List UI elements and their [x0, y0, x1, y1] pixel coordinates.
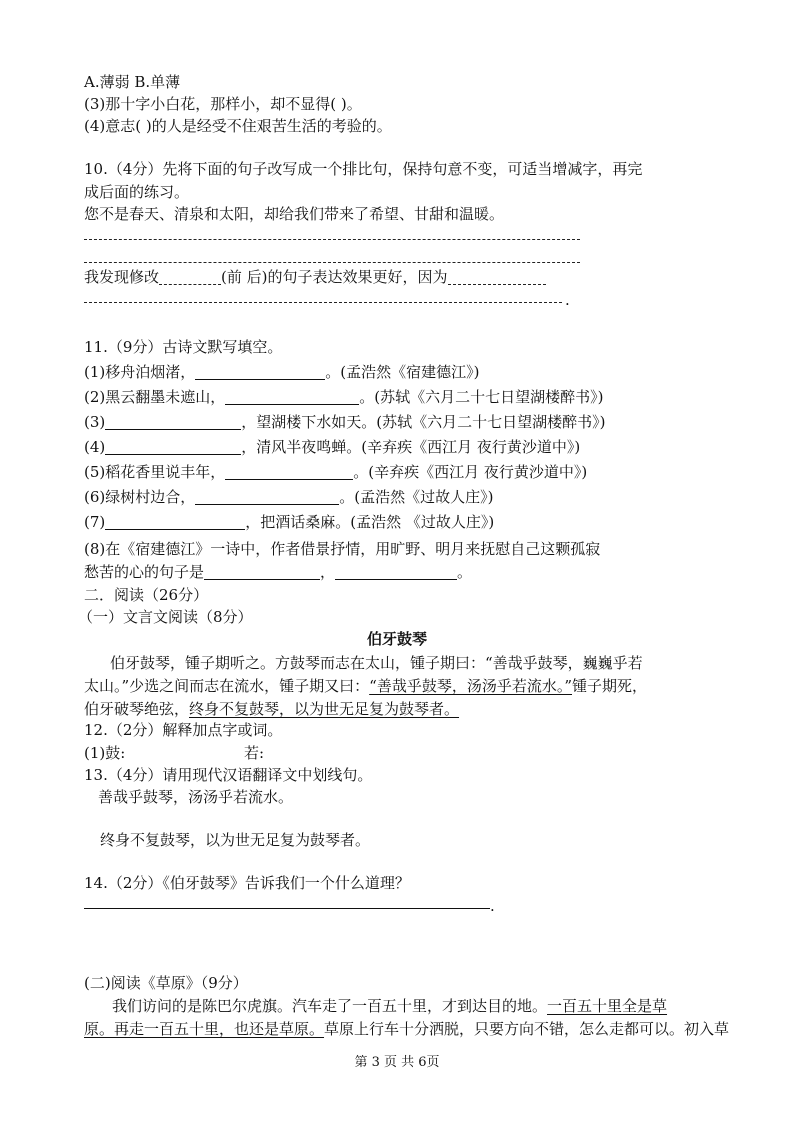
- passage-line-3: [84, 698, 459, 720]
- page-number: 第 3 页 共 6页: [354, 1055, 440, 1070]
- grassland-line-1: [112, 995, 667, 1017]
- passage-line-2: [84, 675, 647, 697]
- grassland-line-2-b: 草原上行车十分洒脱，只要方向不错，怎么走都可以。初入草: [324, 1020, 730, 1038]
- q10-answer-line-1[interactable]: [84, 239, 580, 240]
- q11-item-4-blank[interactable]: [105, 438, 241, 455]
- section-2-title: 二．阅读（26分）: [84, 586, 209, 604]
- q11-item-7: [84, 511, 494, 533]
- q9-item-4: (4)意志( )的人是经受不住艰苦生活的考验的。: [84, 117, 392, 135]
- q13-stem: 13.（4分）请用现代汉语翻译文中划线句。: [84, 766, 373, 784]
- q11-item-1: [84, 361, 479, 383]
- q11-item-3: [84, 411, 605, 433]
- q11-item-7-post: ，把酒话桑麻。(孟浩然 《过故人庄》): [245, 513, 495, 531]
- q10-stem-line2: 成后面的练习。: [84, 183, 190, 201]
- q12-b: 若:: [244, 744, 265, 762]
- passage-underlined-2: 终身不复鼓琴，以为世无足复为鼓琴者。: [189, 700, 460, 718]
- q14-stem: 14.（2分）《伯牙鼓琴》告诉我们一个什么道理？: [84, 874, 410, 892]
- q13-sentence-2: 终身不复鼓琴，以为世无足复为鼓琴者。: [100, 831, 371, 849]
- grassland-underlined-1: 一百五十里全是草: [547, 997, 668, 1015]
- q11-item-8-pre: 愁苦的心的句子是: [84, 563, 205, 581]
- q11-item-4: [84, 436, 580, 458]
- q11-item-1-post: 。(孟浩然《宿建德江》): [325, 363, 480, 381]
- q11-item-6-blank[interactable]: [195, 488, 339, 505]
- q10-stem-line1: 10.（4分）先将下面的句子改写成一个排比句，保持句意不变，可适当增减字，再完: [84, 160, 643, 178]
- q11-item-2: [84, 386, 603, 408]
- q10-end-period: .: [565, 291, 570, 309]
- grassland-underlined-2: 原。再走一百五十里，也还是草原。: [84, 1020, 325, 1038]
- q11-item-5-post: 。(辛弃疾《西江月 夜行黄沙道中》): [353, 463, 588, 481]
- q11-item-3-post: ，望湖楼下水如天。(苏轼《六月二十七日望湖楼醉书》): [241, 413, 606, 431]
- q10-blank-choice[interactable]: [159, 268, 221, 285]
- q10-followup-a: 我发现修改: [84, 268, 160, 286]
- q11-item-8-blank-1[interactable]: [204, 563, 320, 580]
- q11-item-8-blank-2[interactable]: [335, 563, 457, 580]
- q10-sentence: 您不是春天、清泉和太阳，却给我们带来了希望、甘甜和温暖。: [84, 205, 505, 223]
- q14-end-period: .: [490, 897, 495, 915]
- q10-followup-b: (前 后)的句子表达效果更好，因为: [221, 268, 448, 286]
- grassland-line-2: [84, 1018, 729, 1040]
- q11-item-3-blank[interactable]: [105, 413, 241, 430]
- q11-item-8-line2: [84, 561, 472, 583]
- q11-item-8-period: 。: [457, 563, 473, 581]
- q10-blank-reason[interactable]: [448, 268, 546, 285]
- q11-item-5: [84, 461, 587, 483]
- passage-line-2-b: 锺子期死，: [572, 677, 648, 695]
- q13-sentence-1: 善哉乎鼓琴，汤汤乎若流水。: [98, 788, 294, 806]
- passage-line-3-a: 伯牙破琴绝弦，: [84, 700, 190, 718]
- q11-item-5-pre: (5)稻花香里说丰年，: [84, 463, 226, 481]
- passage-underlined-1: “善哉乎鼓琴，汤汤乎若流水。”: [369, 677, 573, 695]
- q9-item-3: (3)那十字小白花，那样小，却不显得( )。: [84, 95, 362, 113]
- q11-item-4-post: ，清风半夜鸣蝉。(辛弃疾《西江月 夜行黄沙道中》): [241, 438, 581, 456]
- q11-item-6-post: 。(孟浩然《过故人庄》): [339, 488, 494, 506]
- q11-item-4-pre: (4): [84, 438, 106, 456]
- q11-item-1-blank[interactable]: [195, 363, 325, 380]
- q9-options: A.薄弱 B.单薄: [84, 73, 181, 91]
- q11-item-5-blank[interactable]: [225, 463, 353, 480]
- q14-answer-line[interactable]: [84, 908, 490, 909]
- q12-a: (1)鼓:: [84, 744, 126, 762]
- q11-item-7-blank[interactable]: [105, 513, 245, 530]
- passage-line-1: 伯牙鼓琴，锺子期听之。方鼓琴而志在太山，锺子期曰：“善哉乎鼓琴，巍巍乎若: [110, 654, 643, 672]
- passage-title: 伯牙鼓琴: [366, 630, 427, 648]
- section-2-sub2: (二)阅读《草原》（9分）: [84, 974, 248, 992]
- q11-item-2-post: 。(苏轼《六月二十七日望湖楼醉书》): [359, 388, 604, 406]
- q11-item-3-pre: (3): [84, 413, 106, 431]
- grassland-line-1-a: 我们访问的是陈巴尔虎旗。汽车走了一百五十里，才到达目的地。: [112, 997, 548, 1015]
- q11-item-7-pre: (7): [84, 513, 106, 531]
- q10-answer-line-2[interactable]: [84, 262, 580, 263]
- q10-followup: [84, 266, 546, 288]
- section-2-sub1: （一）文言文阅读（8分）: [78, 608, 253, 626]
- q11-item-2-pre: (2)黑云翻墨未遮山，: [84, 388, 226, 406]
- q11-stem: 11.（9分）古诗文默写填空。: [84, 338, 283, 356]
- q11-item-1-pre: (1)移舟泊烟渚，: [84, 363, 196, 381]
- q11-item-8-comma: ，: [320, 563, 336, 581]
- q11-item-6-pre: (6)绿树村边合，: [84, 488, 196, 506]
- passage-line-2-a: 太山。”少选之间而志在流水，锺子期又曰：: [84, 677, 370, 695]
- q11-item-6: [84, 486, 493, 508]
- q10-answer-line-3[interactable]: [84, 302, 562, 303]
- q11-item-8-line1: (8)在《宿建德江》一诗中，作者借景抒情，用旷野、明月来抚慰自己这颗孤寂: [84, 540, 601, 558]
- q11-item-2-blank[interactable]: [225, 388, 359, 405]
- q12-stem: 12.（2分）解释加点字或词。: [84, 721, 283, 739]
